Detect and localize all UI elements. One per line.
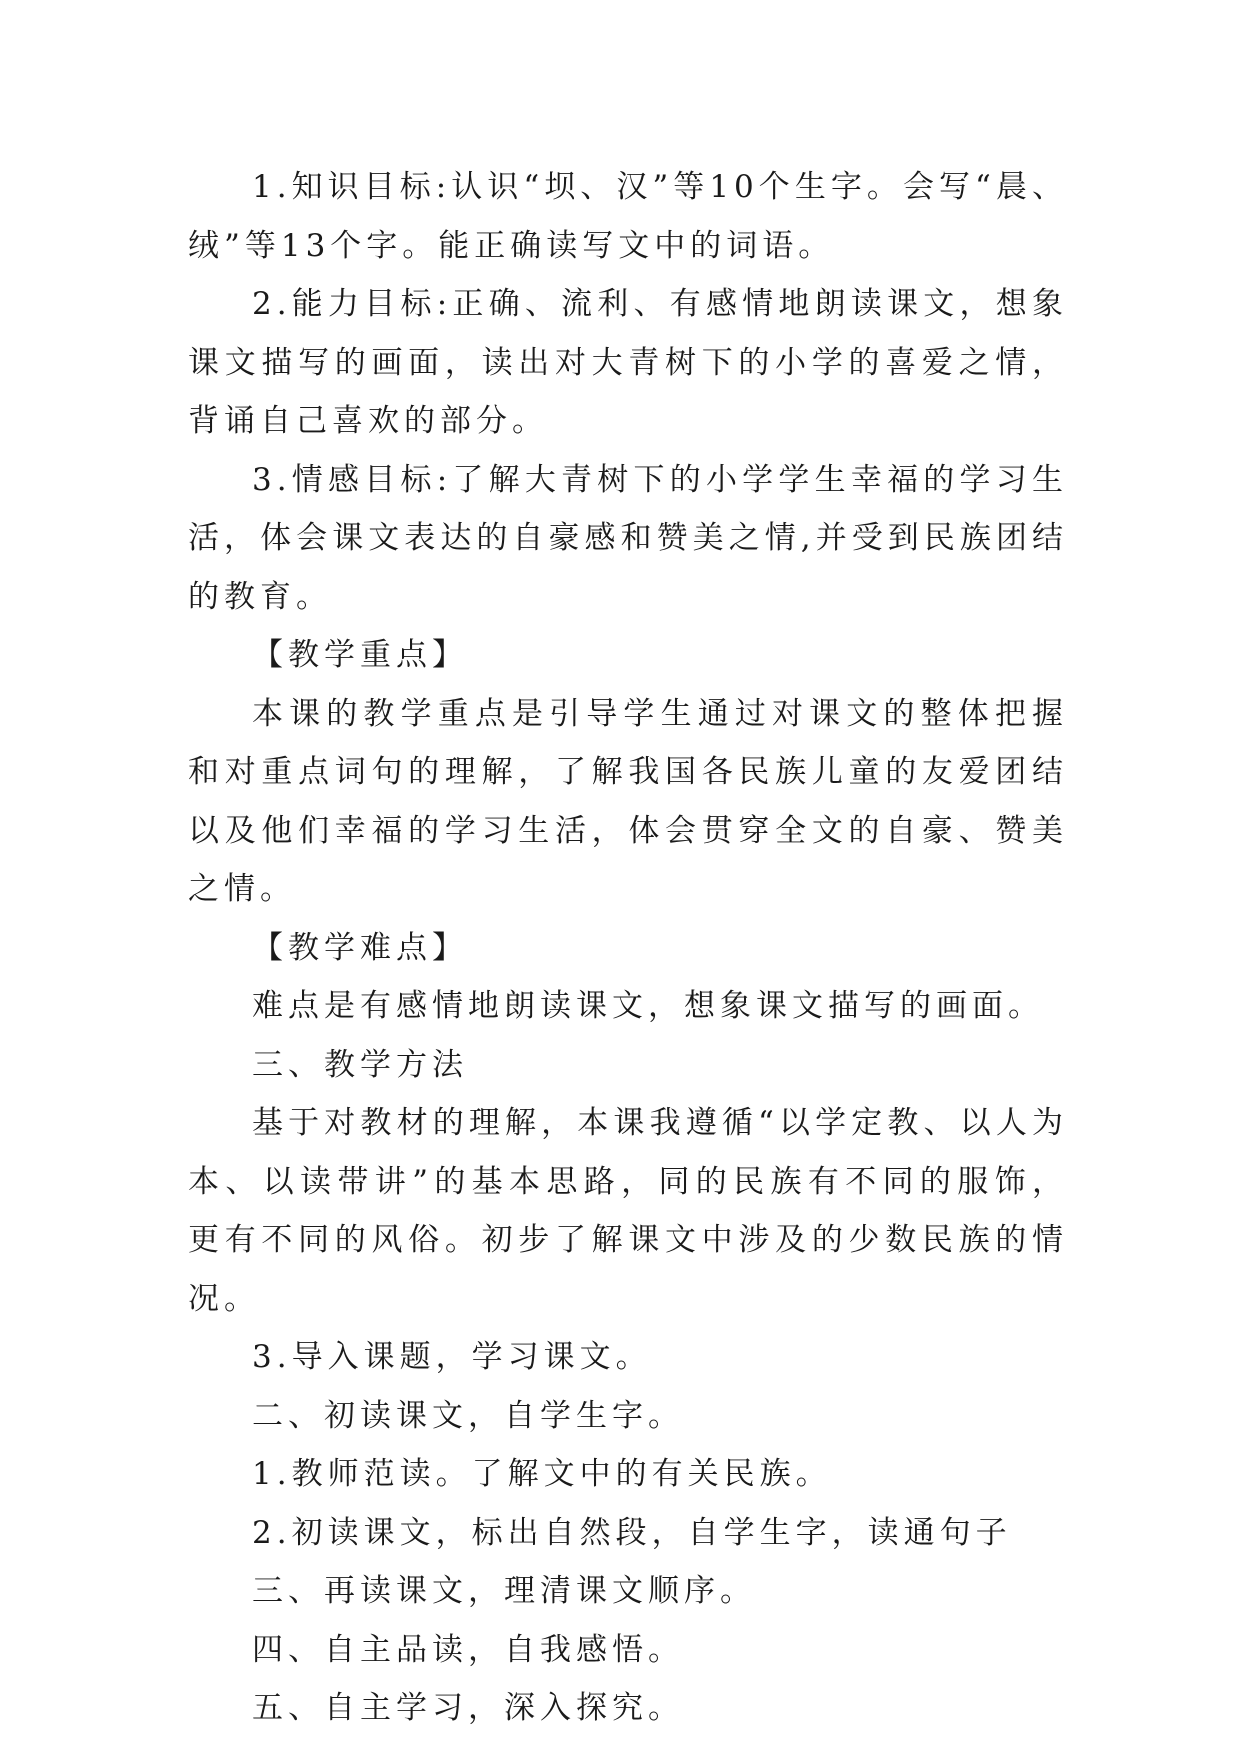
- paragraph-ability-goal: 2.能力目标:正确、流利、有感情地朗读课文，想象课文描写的画面，读出对大青树下的小学的喜爱之情，背诵自己喜欢的部分。: [188, 286, 1068, 439]
- heading-self-study: 五、自主学习，深入探究。: [252, 1690, 684, 1726]
- paragraph-initial-reading: 2.初读课文，标出自然段，自学生字，读通句子: [252, 1514, 1012, 1551]
- paragraph-teaching-difficulty: 难点是有感情地朗读课文，想象课文描写的画面。: [252, 988, 1044, 1024]
- paragraph-knowledge-goal: 1.知识目标:认识“坝、汉”等10个生字。会写“晨、绒”等13个字。能正确读写文中的词语。: [188, 169, 1068, 264]
- heading-teaching-method: 三、教学方法: [252, 1046, 468, 1083]
- heading-first-reading: 二、初读课文，自学生字。: [252, 1397, 684, 1434]
- heading-teaching-focus: 【教学重点】: [252, 637, 468, 673]
- heading-self-reading: 四、自主品读，自我感悟。: [252, 1631, 684, 1668]
- paragraph-teacher-reading: 1.教师范读。了解文中的有关民族。: [252, 1456, 832, 1492]
- document-body: [188, 158, 1068, 1738]
- paragraph-teaching-focus: 本课的教学重点是引导学生通过对课文的整体把握和对重点词句的理解，了解我国各民族儿童的友爱团结以及他们幸福的学习生活，体会贯穿全文的自豪、赞美之情。: [188, 695, 1068, 907]
- heading-reread: 三、再读课文，理清课文顺序。: [252, 1573, 756, 1609]
- heading-teaching-difficulty: 【教学难点】: [252, 929, 468, 966]
- paragraph-teaching-method: 基于对教材的理解，本课我遵循“以学定教、以人为本、以读带讲”的基本思路，同的民族有不同的服饰，更有不同的风俗。初步了解课文中涉及的少数民族的情况。: [188, 1105, 1068, 1317]
- paragraph-introduce-topic: 3.导入课题，学习课文。: [252, 1339, 652, 1375]
- paragraph-emotion-goal: 3.情感目标:了解大青树下的小学学生幸福的学习生活，体会课文表达的自豪感和赞美之情,并受到民族团结的教育。: [188, 461, 1068, 615]
